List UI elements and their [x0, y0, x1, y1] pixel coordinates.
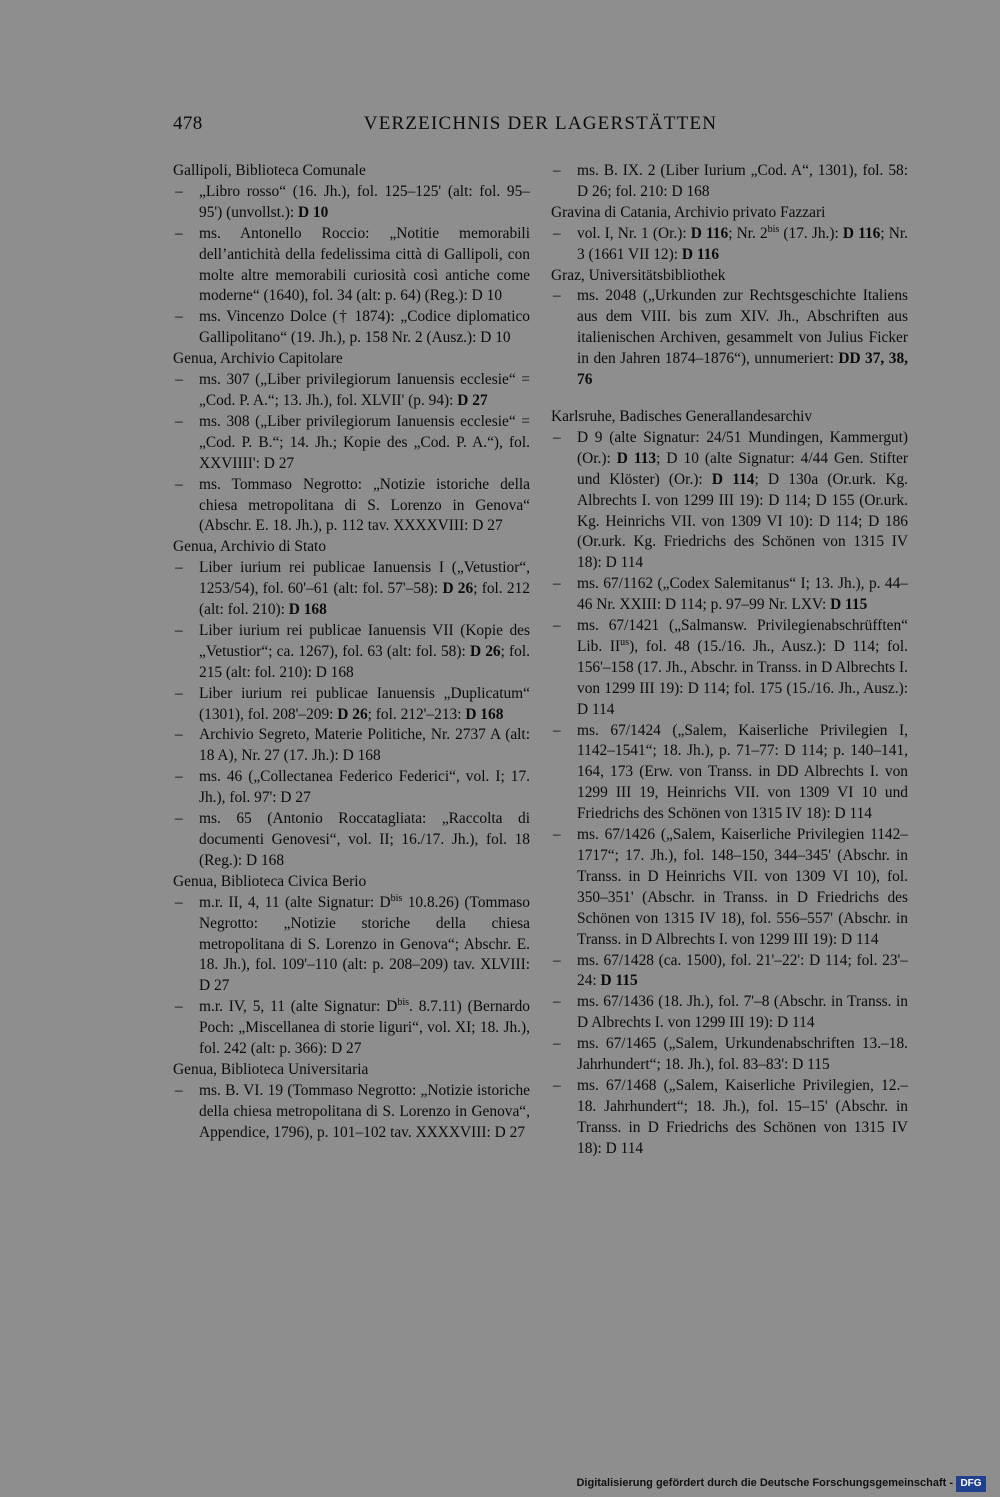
- entry-text: ms. 67/1162 („Codex Salemitanus“ I; 13. Jh.), p. 44–46 Nr. XXIII: D 114; p. 97–99 Nr. LXV: D 115: [577, 575, 908, 614]
- manuscript-entry: [551, 992, 908, 1034]
- manuscript-entry: [173, 997, 530, 1060]
- list-dash: –: [175, 893, 183, 911]
- funding-note: Digitalisierung gefördert durch die Deutsche Forschungsgemeinschaft -: [576, 1477, 953, 1489]
- manuscript-entry: [173, 558, 530, 621]
- archive-location-heading: Gallipoli, Biblioteca Comunale: [173, 162, 366, 179]
- list-dash: –: [175, 998, 183, 1016]
- manuscript-entry: [551, 721, 908, 826]
- entry-text: vol. I, Nr. 1 (Or.): D 116; Nr. $2^{bis}$ (17. Jh.): D 116; Nr. 3 (1661 VII 12): D 116: [577, 223, 908, 263]
- manuscript-entry: [173, 412, 530, 475]
- page-number: 478: [173, 113, 203, 134]
- entry-text: ms. 46 („Collectanea Federico Federici“, vol. I; 17. Jh.), fol. 97': D 27: [199, 768, 530, 807]
- list-dash: –: [175, 182, 183, 200]
- list-dash: –: [553, 1035, 561, 1053]
- entry-text: ms. 67/1421 („Salmansw. Privilegienabschrüfften“ Lib. $II^{us}$), fol. 48 (15./16. Jh., Ausz.): D 114; fol. 156'–158 (17. Jh., Abschr. in Transs. in D Albrechts I. von 1299 III 19): D 114; fol. 175 (15./16. Jh., Ausz.): D 114: [577, 617, 908, 718]
- entry-text: Liber iurium rei publicae Ianuensis VII (Kopie des „Vetustior“; ca. 1267), fol. 63 (alt: fol. 58): D 26; fol. 215 (alt: fol. 210): D 168: [199, 621, 530, 681]
- manuscript-entry: [173, 370, 530, 412]
- entry-text: ms. B. VI. 19 (Tommaso Negrotto: „Notizie istoriche della chiesa metropolitana di S. Lorenzo in Genova“, Appendice, 1796), p. 101–102 tav. XXXXVIII: D 27: [199, 1081, 530, 1141]
- entry-text: ms. 2048 („Urkunden zur Rechtsgeschichte Italiens aus dem VIII. bis zum XIV. Jh., Abschriften aus italienischen Archiven, gesammelt von Julius Ficker in den Jahren 1874–1876“), unnumeriert: DD 37, 38, 76: [577, 287, 908, 389]
- manuscript-entry: [173, 1081, 530, 1144]
- manuscript-entry: [173, 224, 530, 308]
- list-dash: –: [553, 162, 561, 179]
- manuscript-entry: [173, 684, 530, 726]
- dfg-logo: DFG: [956, 1476, 986, 1492]
- manuscript-entry: [173, 621, 530, 684]
- list-dash: –: [553, 575, 561, 593]
- entry-text: Liber iurium rei publicae Ianuensis I („Vetustior“, 1253/54), fol. 60'–61 (alt: fol. 57'–58): D 26; fol. 212 (alt: fol. 210): D 168: [199, 559, 530, 619]
- manuscript-entry: [551, 224, 908, 266]
- list-dash: –: [175, 768, 183, 786]
- list-dash: –: [175, 371, 183, 389]
- manuscript-entry: [551, 951, 908, 993]
- list-dash: –: [175, 224, 183, 242]
- list-dash: –: [553, 721, 561, 739]
- manuscript-entry: [551, 616, 908, 721]
- archive-location-heading: Genua, Biblioteca Universitaria: [173, 1060, 369, 1078]
- list-dash: –: [553, 617, 561, 635]
- archive-location-heading: Gravina di Catania, Archivio privato Fazzari: [551, 203, 826, 221]
- entry-text: Liber iurium rei publicae Ianuensis „Duplicatum“ (1301), fol. 208'–209: D 26; fol. 212'–213: D 168: [199, 684, 530, 723]
- entry-text: ms. 308 („Liber privilegiorum Ianuensis ecclesie“ = „Cod. P. B.“; 14. Jh.; Kopie des „Cod. P. A.“), fol. XXVIIII': D 27: [199, 412, 530, 472]
- entry-text: ms. 67/1468 („Salem, Kaiserliche Privilegien, 12.–18. Jahrhundert“; 18. Jh.), fol. 15–15' (Abschr. in Transs. in D Friedrichs des Schönen von 1315 IV 18): D 114: [577, 1076, 908, 1157]
- left-column: [173, 161, 530, 1144]
- manuscript-entry: [551, 1076, 908, 1160]
- footer: [0, 1474, 1000, 1497]
- page-header: [173, 113, 908, 139]
- manuscript-entry: [173, 475, 530, 538]
- manuscript-entry: [551, 161, 908, 203]
- entry-text: ms. Antonello Roccio: „Notitie memorabili dell’antichità della fedelissima città di Gallipoli, con molte altre memorabili curiosità così antiche come moderne“ (1640), fol. 34 (alt: p. 64) (Reg.): D 10: [199, 224, 530, 305]
- entry-text: D 9 (alte Signatur: 24/51 Mundingen, Kammergut) (Or.): D 113; D 10 (alte Signatur: 4/44 Gen. Stifter und Klöster) (Or.): D 114; D 130a (Or.urk. Kg. Albrechts I. von 1299 III 19): D 114; D 155 (Or.urk. Kg. Heinrichs VII. von 1309 VI 10): D 114; D 186 (Or.urk. Kg. Friedrichs des Schönen von 1315 IV 18): D 114: [577, 428, 908, 572]
- manuscript-entry: [551, 1034, 908, 1076]
- manuscript-entry: [551, 825, 908, 950]
- entry-text: ms. 67/1424 („Salem, Kaiserliche Privilegien I, 1142–1541“; 18. Jh.), p. 71–77: D 114; p. 140–141, 164, 173 (Erw. von Transs. in DD Albrechts I. von 1299 III 19, Heinrichs VII. von 1309 VI 10 und Friedrichs des Schönen von 1315 IV 18): D 114: [577, 721, 908, 823]
- list-dash: –: [175, 621, 183, 639]
- list-dash: –: [553, 951, 561, 969]
- manuscript-entry: [173, 182, 530, 224]
- entry-text: ms. 67/1428 (ca. 1500), fol. 21'–22': D 114; fol. 23'–24: D 115: [577, 951, 908, 990]
- entry-text: Archivio Segreto, Materie Politiche, Nr. 2737 A (alt: 18 A), Nr. 27 (17. Jh.): D 168: [199, 726, 530, 765]
- list-dash: –: [175, 684, 183, 702]
- manuscript-entry: [551, 428, 908, 574]
- manuscript-entry: [173, 725, 530, 767]
- archive-location-heading: Genua, Biblioteca Civica Berio: [173, 872, 367, 890]
- entry-text: ms. 67/1465 („Salem, Urkundenabschriften 13.–18. Jahrhundert“; 18. Jh.), fol. 83–83': D 115: [577, 1035, 908, 1074]
- running-title: VERZEICHNIS DER LAGERSTÄTTEN: [363, 113, 718, 134]
- manuscript-entry: [173, 307, 530, 349]
- list-dash: –: [553, 287, 561, 305]
- list-dash: –: [175, 559, 183, 577]
- list-dash: –: [175, 726, 183, 744]
- manuscript-entry: [173, 809, 530, 872]
- right-column: [551, 161, 908, 1160]
- list-dash: –: [553, 224, 561, 242]
- list-dash: –: [175, 308, 183, 326]
- archive-location-heading: Karlsruhe, Badisches Generallandesarchiv: [551, 407, 813, 425]
- manuscript-entry: [551, 286, 908, 391]
- archive-location-heading: Graz, Universitätsbibliothek: [551, 266, 726, 284]
- entry-text: m.r. II, 4, 11 (alte Signatur: $D^{bis}$ 10.8.26) (Tommaso Negrotto: „Notizie storiche della chiesa metropolitana di S. Lorenzo in Genova“; Abschr. E. 18. Jh.), fol. 109'–110 (alt: p. 208–209) tav. XLVIII: D 27: [199, 892, 530, 995]
- entry-text: „Libro rosso“ (16. Jh.), fol. 125–125' (alt: fol. 95–95') (unvollst.): D 10: [199, 182, 530, 221]
- entry-text: ms. 67/1426 („Salem, Kaiserliche Privilegien 1142–1717“; 17. Jh.), fol. 148–150, 344–345' (Abschr. in Transs. in D Heinrichs VII. von 1309 VI 10), fol. 350–351' (Abschr. in Transs. in D Friedrichs des Schönen von 1315 IV 18), fol. 556–557' (Abschr. in Transs. in D Albrechts I. von 1299 III 19): D 114: [577, 826, 908, 948]
- list-dash: –: [553, 826, 561, 844]
- entry-text: m.r. IV, 5, 11 (alte Signatur: $D^{bis}$. 8.7.11) (Bernardo Poch: „Miscellanea di storie liguri“, vol. XI; 18. Jh.), fol. 242 (alt: p. 366): D 27: [199, 997, 530, 1058]
- archive-location-heading: Genua, Archivio Capitolare: [173, 350, 343, 368]
- list-dash: –: [175, 412, 183, 430]
- manuscript-entry: [173, 893, 530, 998]
- entry-text: ms. Tommaso Negrotto: „Notizie istoriche della chiesa metropolitana di S. Lorenzo in Genova“ (Abschr. E. 18. Jh.), p. 112 tav. XXXXVIII: D 27: [199, 475, 530, 535]
- list-dash: –: [175, 475, 183, 493]
- list-dash: –: [553, 993, 561, 1011]
- manuscript-entry: [551, 574, 908, 616]
- list-dash: –: [175, 810, 183, 828]
- entry-text: ms. 65 (Antonio Roccatagliata: „Raccolta di documenti Genovesi“, vol. II; 16./17. Jh.), fol. 18 (Reg.): D 168: [199, 810, 530, 869]
- entry-text: ms. 67/1436 (18. Jh.), fol. 7'–8 (Abschr. in Transs. in D Albrechts I. von 1299 III 19): D 114: [577, 993, 908, 1032]
- archive-location-heading: Genua, Archivio di Stato: [173, 538, 327, 556]
- manuscript-entry: [173, 767, 530, 809]
- list-dash: –: [553, 428, 561, 446]
- entry-text: ms. 307 („Liber privilegiorum Ianuensis ecclesie“ = „Cod. P. A.“; 13. Jh.), fol. XLVII' (p. 94): D 27: [199, 371, 530, 409]
- list-dash: –: [553, 1076, 561, 1094]
- entry-text: ms. B. IX. 2 (Liber Iurium „Cod. A“, 1301), fol. 58: D 26; fol. 210: D 168: [577, 162, 908, 200]
- list-dash: –: [175, 1081, 183, 1099]
- entry-text: ms. Vincenzo Dolce († 1874): „Codice diplomatico Gallipolitano“ (19. Jh.), p. 158 Nr. 2 (Ausz.): D 10: [199, 308, 530, 347]
